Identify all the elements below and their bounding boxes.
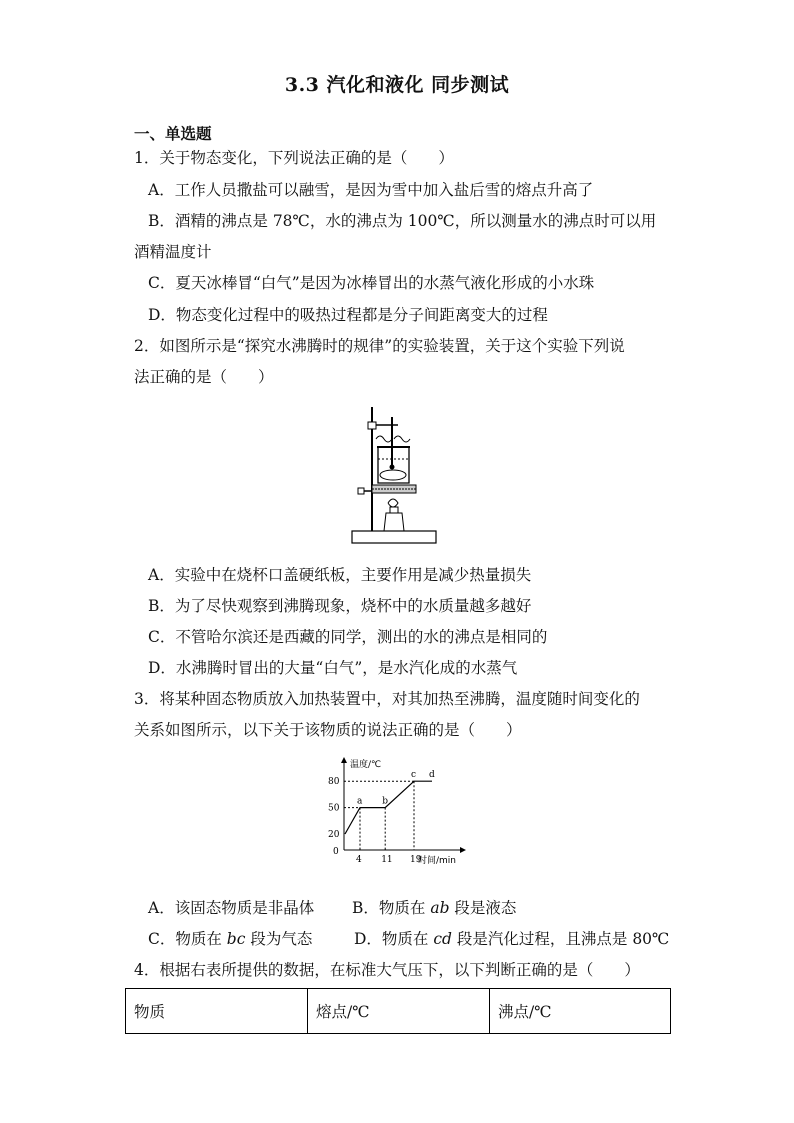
question-2-option-b: B．为了尽快观察到沸腾现象，烧杯中的水质量越多越好 (148, 597, 532, 615)
x-axis-label: 时间/min (418, 856, 457, 866)
data-table (125, 988, 671, 1034)
question-1-option-d: D．物态变化过程中的吸热过程都是分子间距离变大的过程 (148, 306, 548, 324)
section-heading: 一、单选题 (134, 124, 212, 143)
x-tick-label: 19 (410, 855, 422, 865)
boiling-apparatus-figure (350, 403, 440, 551)
question-2-option-a: A．实验中在烧杯口盖硬纸板，主要作用是减少热量损失 (148, 566, 532, 584)
series-line (345, 781, 432, 834)
table-header-cell: 物质 (126, 989, 308, 1034)
question-3-stem-cont: 关系如图所示，以下关于该物质的说法正确的是（ ） (134, 721, 522, 739)
table-header-cell: 熔点/℃ (308, 989, 490, 1034)
question-3-option-a: A．该固态物质是非晶体 (148, 899, 315, 917)
point-label-a: a (357, 796, 363, 807)
x-tick-label: 11 (381, 855, 393, 865)
question-3-option-c: C．物质在 bc 段为气态 (148, 930, 313, 948)
question-3-stem: 3．将某种固态物质放入加热装置中，对其加热至沸腾，温度随时间变化的 (134, 690, 640, 708)
question-1-stem: 1．关于物态变化，下列说法正确的是（ ） (134, 149, 454, 167)
point-label-c: c (411, 770, 417, 781)
table-header-cell: 沸点/℃ (490, 989, 671, 1034)
point-label-b: b (382, 796, 388, 807)
point-label-d: d (429, 770, 435, 781)
y-tick-label: 80 (328, 777, 340, 788)
question-2-stem: 2．如图所示是“探究水沸腾时的规律”的实验装置，关于这个实验下列说 (134, 337, 625, 355)
question-1-option-a: A．工作人员撒盐可以融雪，是因为雪中加入盐后雪的熔点升高了 (148, 181, 594, 199)
question-3-option-d: D．物质在 cd 段是汽化过程，且沸点是 80℃ (354, 930, 670, 948)
question-1-option-c: C．夏天冰棒冒“白气”是因为冰棒冒出的水蒸气液化形成的小水珠 (148, 274, 595, 292)
x-tick-label: 4 (356, 855, 362, 865)
question-1-option-b: B．酒精的沸点是 78℃，水的沸点为 100℃，所以测量水的沸点时可以用 (148, 212, 657, 230)
question-2-stem-cont: 法正确的是（ ） (134, 368, 274, 386)
page-title: 3.3 汽化和液化 同步测试 (284, 74, 510, 96)
question-1-option-b-cont: 酒精温度计 (134, 243, 212, 261)
y-tick-label: 20 (328, 830, 340, 840)
x-axis-arrow (460, 847, 466, 853)
question-3-option-b: B．物质在 ab 段是液态 (352, 899, 517, 917)
y-axis-arrow (341, 757, 347, 763)
table-header-row (126, 989, 671, 1034)
origin-label: 0 (333, 847, 339, 857)
question-2-option-c: C．不管哈尔滨还是西藏的同学，测出的水的沸点是相同的 (148, 628, 548, 646)
question-4-stem: 4．根据右表所提供的数据，在标准大气压下，以下判断正确的是（ ） (134, 961, 640, 979)
question-2-option-d: D．水沸腾时冒出的大量“白气”，是水汽化成的水蒸气 (148, 659, 518, 677)
y-tick-label: 50 (328, 803, 340, 814)
y-axis-label: 温度/℃ (350, 760, 382, 770)
temperature-time-chart (320, 755, 470, 870)
